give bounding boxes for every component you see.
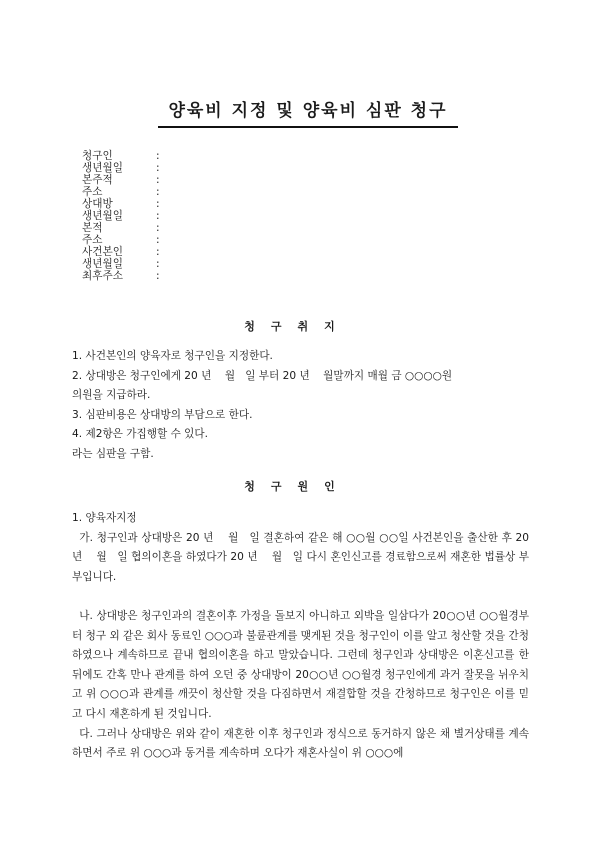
party-colon: : xyxy=(156,210,160,222)
title-underline xyxy=(158,126,458,128)
claims-heading xyxy=(0,318,595,334)
party-label: 최후주소 xyxy=(82,270,123,282)
reason-paragraph: 다. 그러나 상대방은 위와 같이 재혼한 이후 청구인과 정식으로 동거하지 않은 채 별거상태를 계속하면서 주로 위 ○○○과 동거를 계속하며 오다가 재혼사실이 위 ○○○에 xyxy=(72,727,529,760)
document-title: 양육비 지정 및 양육비 심판 청구 xyxy=(168,101,448,121)
party-label: 생년월일 xyxy=(82,162,123,174)
party-colon: : xyxy=(156,246,160,258)
party-label: 본주적 xyxy=(82,174,113,186)
party-row xyxy=(82,234,166,246)
reason-paragraph: 가. 청구인과 상대방은 20 년 월 일 결혼하여 같은 해 ○○월 ○○일 사건본인을 출산한 후 20 년 월 일 협의이혼을 하였다가 20 년 월 일 다시 혼인신고를 경료함으로써 재혼한 법률상 부부입니다. xyxy=(72,531,533,583)
party-colon: : xyxy=(156,234,160,246)
party-label: 상대방 xyxy=(82,198,113,210)
party-row xyxy=(82,258,166,270)
party-row xyxy=(82,210,166,222)
party-label: 청구인 xyxy=(82,150,113,162)
party-row xyxy=(82,186,166,198)
party-row xyxy=(82,222,166,234)
claim-line: 의원을 지급하라. xyxy=(72,389,151,401)
reasons-heading-text: 청구원인 xyxy=(244,480,351,493)
party-label: 주소 xyxy=(82,186,103,198)
title-block xyxy=(158,96,458,128)
claim-line: 2. 상대방은 청구인에게 20 년 월 일 부터 20 년 월말까지 매월 금 ○○○○원 xyxy=(72,369,453,382)
reason-paragraph: 1. 양육자지정 xyxy=(72,512,137,524)
claim-line: 1. 사건본인의 양육자로 청구인을 지정한다. xyxy=(72,350,273,362)
party-label: 생년월일 xyxy=(82,210,123,222)
party-row xyxy=(82,162,166,174)
party-row xyxy=(82,174,166,186)
party-colon: : xyxy=(156,162,160,174)
claims-list xyxy=(72,347,532,464)
party-row xyxy=(82,150,166,162)
party-info xyxy=(82,150,166,282)
party-colon: : xyxy=(156,258,160,270)
party-row xyxy=(82,246,166,258)
party-label: 사건본인 xyxy=(82,246,123,258)
party-colon: : xyxy=(156,270,160,282)
party-label: 본적 xyxy=(82,222,103,234)
party-row xyxy=(82,198,166,210)
reason-paragraph: 나. 상대방은 청구인과의 결혼이후 가정을 돌보지 아니하고 외박을 일삼다가 20○○년 ○○월경부터 청구 외 같은 회사 동료인 ○○○과 불륜관계를 맺게된 것을 청구인이 이를 알고 청산할 것을 간청하였으나 계속하므로 끝내 협의이혼을 하고 말았습니다. 그런데 청구인과 상대방은 이혼신고를 한 뒤에도 간혹 만나 관계를 하여 오던 중 상대방이 20○○년 ○○월경 청구인에게 과거 잘못을 뉘우치고 위 ○○○과 관계를 깨끗이 청산할 것을 다짐하면서 재결합할 것을 간청하므로 청구인은 이를 믿고 다시 재혼하게 된 것입니다. xyxy=(72,609,533,720)
reasons-heading xyxy=(0,478,595,494)
claims-heading-text: 청구취지 xyxy=(244,320,351,333)
reason-spacer xyxy=(72,587,529,607)
reasons-body xyxy=(72,509,533,764)
party-colon: : xyxy=(156,150,160,162)
party-label: 주소 xyxy=(82,234,103,246)
party-colon: : xyxy=(156,186,160,198)
party-colon: : xyxy=(156,174,160,186)
party-row xyxy=(82,270,166,282)
party-label: 생년월일 xyxy=(82,258,123,270)
party-colon: : xyxy=(156,222,160,234)
party-colon: : xyxy=(156,198,160,210)
claim-line: 4. 제2항은 가집행할 수 있다. xyxy=(72,428,209,440)
claim-line: 3. 심판비용은 상대방의 부담으로 한다. xyxy=(72,408,253,421)
claim-line: 라는 심판을 구함. xyxy=(72,447,154,460)
